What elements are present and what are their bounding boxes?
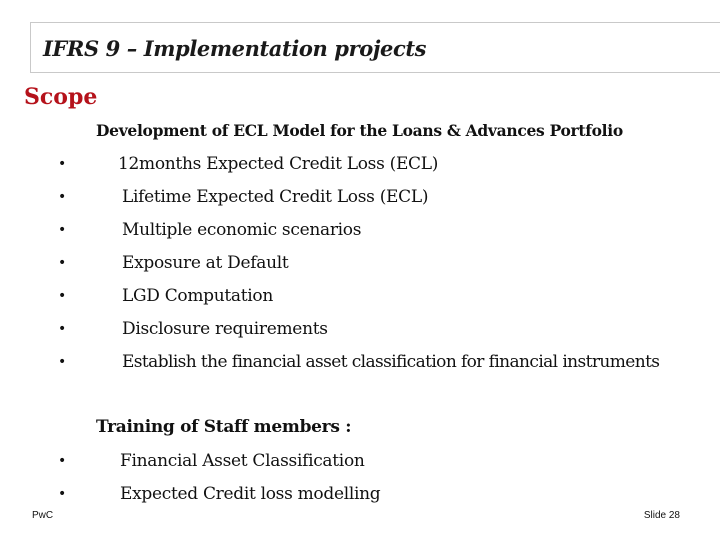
bullet-icon: • — [58, 288, 67, 304]
list-item-text: Exposure at Default — [122, 253, 289, 273]
list-item — [58, 152, 438, 176]
bullet-icon: • — [58, 486, 67, 502]
list-item-text: 12months Expected Credit Loss (ECL) — [118, 154, 439, 174]
bullet-icon: • — [58, 189, 67, 205]
list-item — [58, 218, 361, 242]
list-item — [58, 284, 273, 308]
list-item — [58, 185, 428, 209]
group-heading-training: Training of Staff members : — [96, 417, 352, 437]
group-heading-ecl-model: Development of ECL Model for the Loans & Advances Portfolio — [96, 121, 623, 140]
bullet-icon: • — [58, 354, 67, 370]
list-item-text: Disclosure requirements — [122, 319, 328, 339]
list-item — [58, 317, 328, 341]
bullet-icon: • — [58, 156, 67, 172]
footer-brand: PwC — [32, 510, 54, 521]
list-item-text: LGD Computation — [122, 286, 274, 306]
header-rule-top — [30, 22, 720, 23]
header-rule-vertical — [30, 22, 31, 72]
list-item — [58, 482, 380, 506]
slide-number: Slide 28 — [643, 510, 680, 521]
bullet-icon: • — [58, 255, 67, 271]
slide-title: IFRS 9 – Implementation projects — [43, 36, 427, 61]
section-heading: Scope — [24, 84, 98, 110]
list-item — [58, 449, 365, 473]
list-item-text: Expected Credit loss modelling — [120, 484, 381, 504]
list-item-text: Establish the financial asset classification for financial instruments — [122, 352, 660, 372]
list-item — [58, 350, 659, 374]
list-item-text: Financial Asset Classification — [120, 451, 365, 471]
list-item-text: Multiple economic scenarios — [122, 220, 362, 240]
list-item — [58, 251, 288, 275]
bullet-icon: • — [58, 222, 67, 238]
bullet-icon: • — [58, 321, 67, 337]
list-item-text: Lifetime Expected Credit Loss (ECL) — [122, 187, 429, 207]
bullet-icon: • — [58, 453, 67, 469]
header-rule-bottom — [30, 72, 720, 73]
